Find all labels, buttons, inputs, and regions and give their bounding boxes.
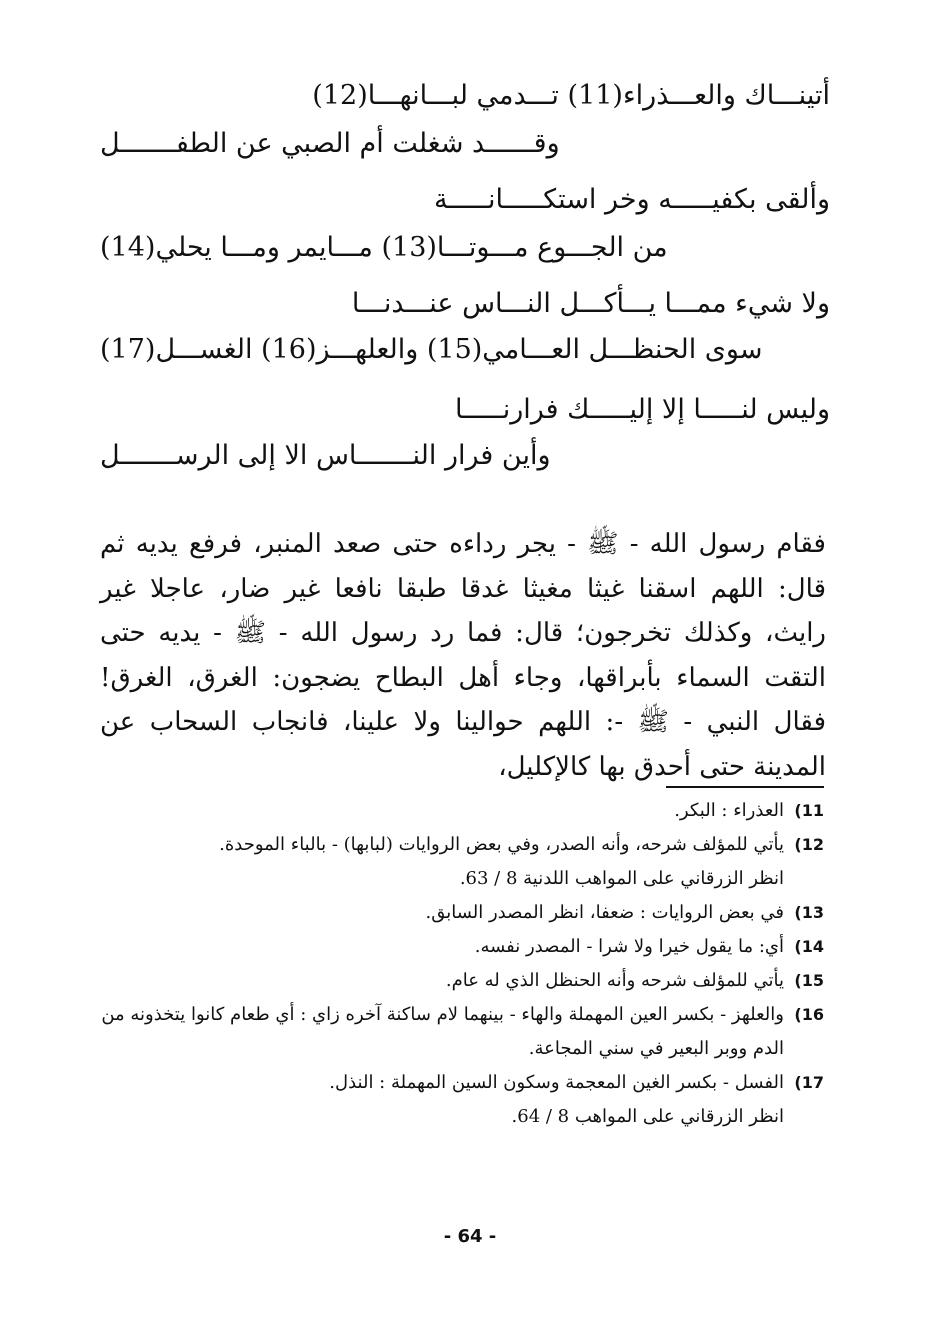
- footnote-number: 14): [794, 937, 824, 956]
- footnote-text: [96, 930, 784, 964]
- footnote-line: والعلهز - بكسر العين المهملة والهاء - بينهما لام ساكنة آخره زاي : أي طعام كانوا يتخذونه من الدم ووبر البعير في سني المجاعة.: [101, 1004, 784, 1059]
- footnote-line: الفسل - بكسر الغين المعجمة وسكون السين المهملة : النذل.: [329, 1072, 784, 1093]
- footnote-number: 12): [794, 835, 824, 854]
- footnote-text: [96, 794, 784, 828]
- verse-3-second-hemistich: [100, 330, 830, 372]
- verse-1-second-hemistich-text: وقــــــد شغلت أم الصبي عن الطفـــــــل: [100, 128, 560, 159]
- footnote-text: [96, 828, 784, 896]
- footnote-line: أي: ما يقول خيرا ولا شرا - المصدر نفسه.: [474, 936, 784, 957]
- footnote-line: في بعض الروايات : ضعفا، انظر المصدر السابق.: [425, 902, 784, 923]
- footnote-separator: [666, 786, 824, 788]
- verse-1-second-hemistich: [100, 124, 830, 166]
- verse-3-first-hemistich: ولا شيء ممـــا يـــأكـــل النـــاس عنـــدنـــا: [351, 288, 830, 319]
- footnote-13: [96, 896, 824, 930]
- footnote-text: [96, 998, 784, 1066]
- footnote-16: [96, 998, 824, 1066]
- footnote-line: العذراء : البكر.: [674, 800, 784, 821]
- footnote-line: انظر الزرقاني على المواهب اللدنية 8 / 63.: [459, 868, 784, 889]
- prose-text: فقام رسول الله - ﷺ - يجر رداءه حتى صعد المنبر، فرفع يديه ثم قال: اللهم اسقنا غيثا مغيثا غدقا طبقا نافعا غير ضار، عاجلا غير رايث، وكذلك تخرجون؛ قال: فما رد رسول الله - ﷺ - يديه حتى التقت السماء بأبراقها، وجاء أهل البطاح يضجون: الغرق، الغرق! فقال النبي - ﷺ -: اللهم حوالينا ولا علينا، فانجاب السحاب عن المدينة حتى أحدق بها كالإكليل،: [100, 529, 826, 782]
- verse-4-second-hemistich: [100, 436, 830, 478]
- footnote-number: 16): [794, 1005, 824, 1024]
- page-number: - 64 -: [443, 1226, 497, 1247]
- footnote-number: 13): [794, 903, 824, 922]
- footnote-number: 17): [794, 1073, 824, 1092]
- footnote-number: 11): [794, 801, 824, 820]
- verse-2-first-hemistich: وألقى بكفيـــــه وخر استكـــــانـــــة: [433, 184, 830, 215]
- footnote-12: [96, 828, 824, 896]
- footnote-17: [96, 1066, 824, 1134]
- footnote-number: 15): [794, 971, 824, 990]
- verse-3-second-hemistich-text: سوى الحنظـــل العـــامي(15) والعلهـــز(16) الغســـل(17): [100, 334, 763, 365]
- footnote-15: [96, 964, 824, 998]
- footnotes: [96, 794, 824, 1134]
- footnote-text: [96, 964, 784, 998]
- prose-paragraph: [100, 522, 826, 789]
- footnote-14: [96, 930, 824, 964]
- footnote-line: يأتي للمؤلف شرحه وأنه الحنظل الذي له عام.: [445, 970, 784, 991]
- verse-4-first-hemistich: وليس لنـــــا إلا إليـــــك فرارنـــــا: [454, 394, 830, 425]
- verse-2-second-hemistich-text: من الجـــوع مـــوتـــا(13) مـــايمر ومـــا يحلي(14): [100, 232, 668, 263]
- footnote-line: انظر الزرقاني على المواهب 8 / 64.: [511, 1106, 784, 1127]
- footnote-text: [96, 1066, 784, 1134]
- verse-4-second-hemistich-text: وأين فرار النـــــــاس الا إلى الرســـــــل: [100, 440, 551, 471]
- footnote-text: [96, 896, 784, 930]
- footnote-11: [96, 794, 824, 828]
- verse-1-first-hemistich: أتينـــاك والعـــذراء(11) تـــدمي لبـــانهـــا(12): [312, 80, 830, 111]
- footnote-line: يأتي للمؤلف شرحه، وأنه الصدر، وفي بعض الروايات (لبابها) - بالباء الموحدة.: [219, 834, 784, 855]
- verse-2-second-hemistich: [100, 228, 830, 270]
